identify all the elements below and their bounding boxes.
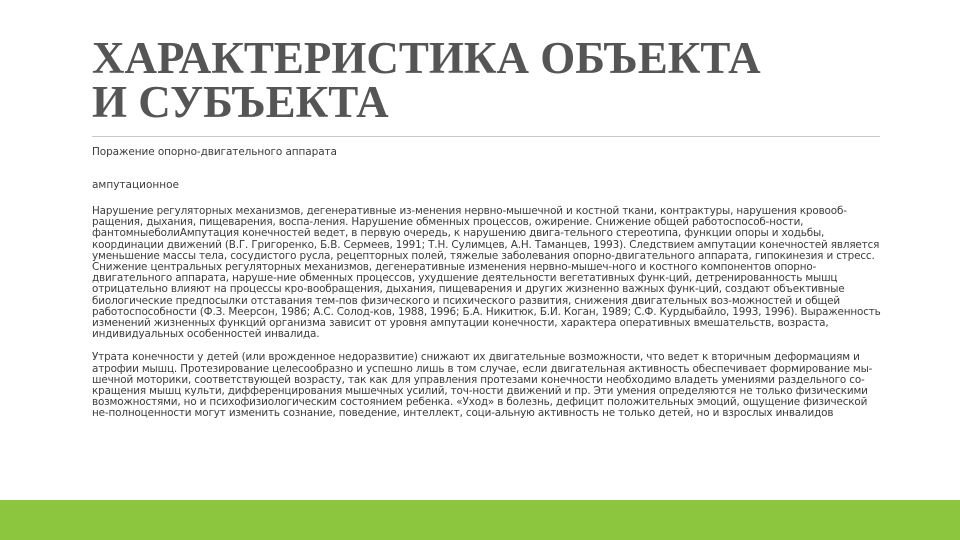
title-line-1: ХАРАКТЕРИСТИКА ОБЪЕКТА [92, 33, 761, 83]
section-heading: Поражение опорно-двигательного аппарата [92, 146, 337, 158]
title-divider [92, 136, 880, 137]
slide-title [92, 33, 892, 127]
title-line-2: И СУБЪЕКТА [92, 77, 389, 127]
section-subheading: ампутационное [92, 179, 179, 191]
body-paragraph-2: Утрата конечности у детей (или врожденное недоразвитие) снижают их двигательные возможности, что ведет к вторичным деформациям и атрофии мышц. Протезирование целесообразно и успешно лишь в том случае, если двигательная активность обеспечивает формирование мы-шечной моторики, соответствующей возрасту, так как для управления протезами конечности необходимо владеть умениями раздельного со-кращения мышц культи, дифференцирования мышечных усилий, точ-ности движений и пр. Эти умения определяются не только физическими возможностями, но и психофизиологическим состоянием ребенка. «Уход» в болезнь, дефицит положительных эмоций, ощущение физической не-полноценности могут изменить сознание, поведение, интеллект, соци-альную активность не только детей, но и взрослых инвалидов [92, 351, 873, 420]
slide-content [92, 146, 882, 432]
body-paragraph-1: Нарушение регуляторных механизмов, дегенеративные из-менения нервно-мышечной и костной ткани, контрактуры, нарушения кровооб-ращения, дыхания, пищеварения, воспа-ления. Нарушение обменных процессов, ожирение. Снижение общей работоспособ-ности, фантомныеболиАмпутация конечностей ведет, в первую очередь, к нарушению двига-тельного стереотипа, функции опоры и ходьбы, координации движений (В.Г. Григоренко, Б.В. Сермеев, 1991; Т.Н. Сулимцев, А.Н. Таманцев, 1993). Следствием ампутации конечностей является уменьшение массы тела, сосудистого русла, рецепторных полей, тяжелые заболевания опорно-двигательного аппарата, гипокинезия и стресс. Снижение центральных регуляторных механизмов, дегенеративные изменения нервно-мышеч-ного и костного компонентов опорно-двигательного аппарата, наруше-ние обменных процессов, ухудшение деятельности вегетативных функ-ций, детренированность мышц отрицательно влияют на процессы кро-вообращения, дыхания, пищеварения и других жизненно важных функ-ций, создают объективные биологические предпосылки отставания тем-пов физического и психического развития, снижения двигательных воз-можностей и общей работоспособности (Ф.З. Меерсон, 1986; А.С. Солод-ков, 1988, 1996; Б.А. Никитюк, Б.И. Коган, 1989; С.Ф. Курдыбайло, 1993, 1996). Выраженность изменений жизненных функций организма зависит от уровня ампутации конечности, характера оперативных вмешательств, возраста, индивидуальных особенностей инвалида. [92, 205, 881, 341]
bottom-accent-bar [0, 500, 960, 540]
